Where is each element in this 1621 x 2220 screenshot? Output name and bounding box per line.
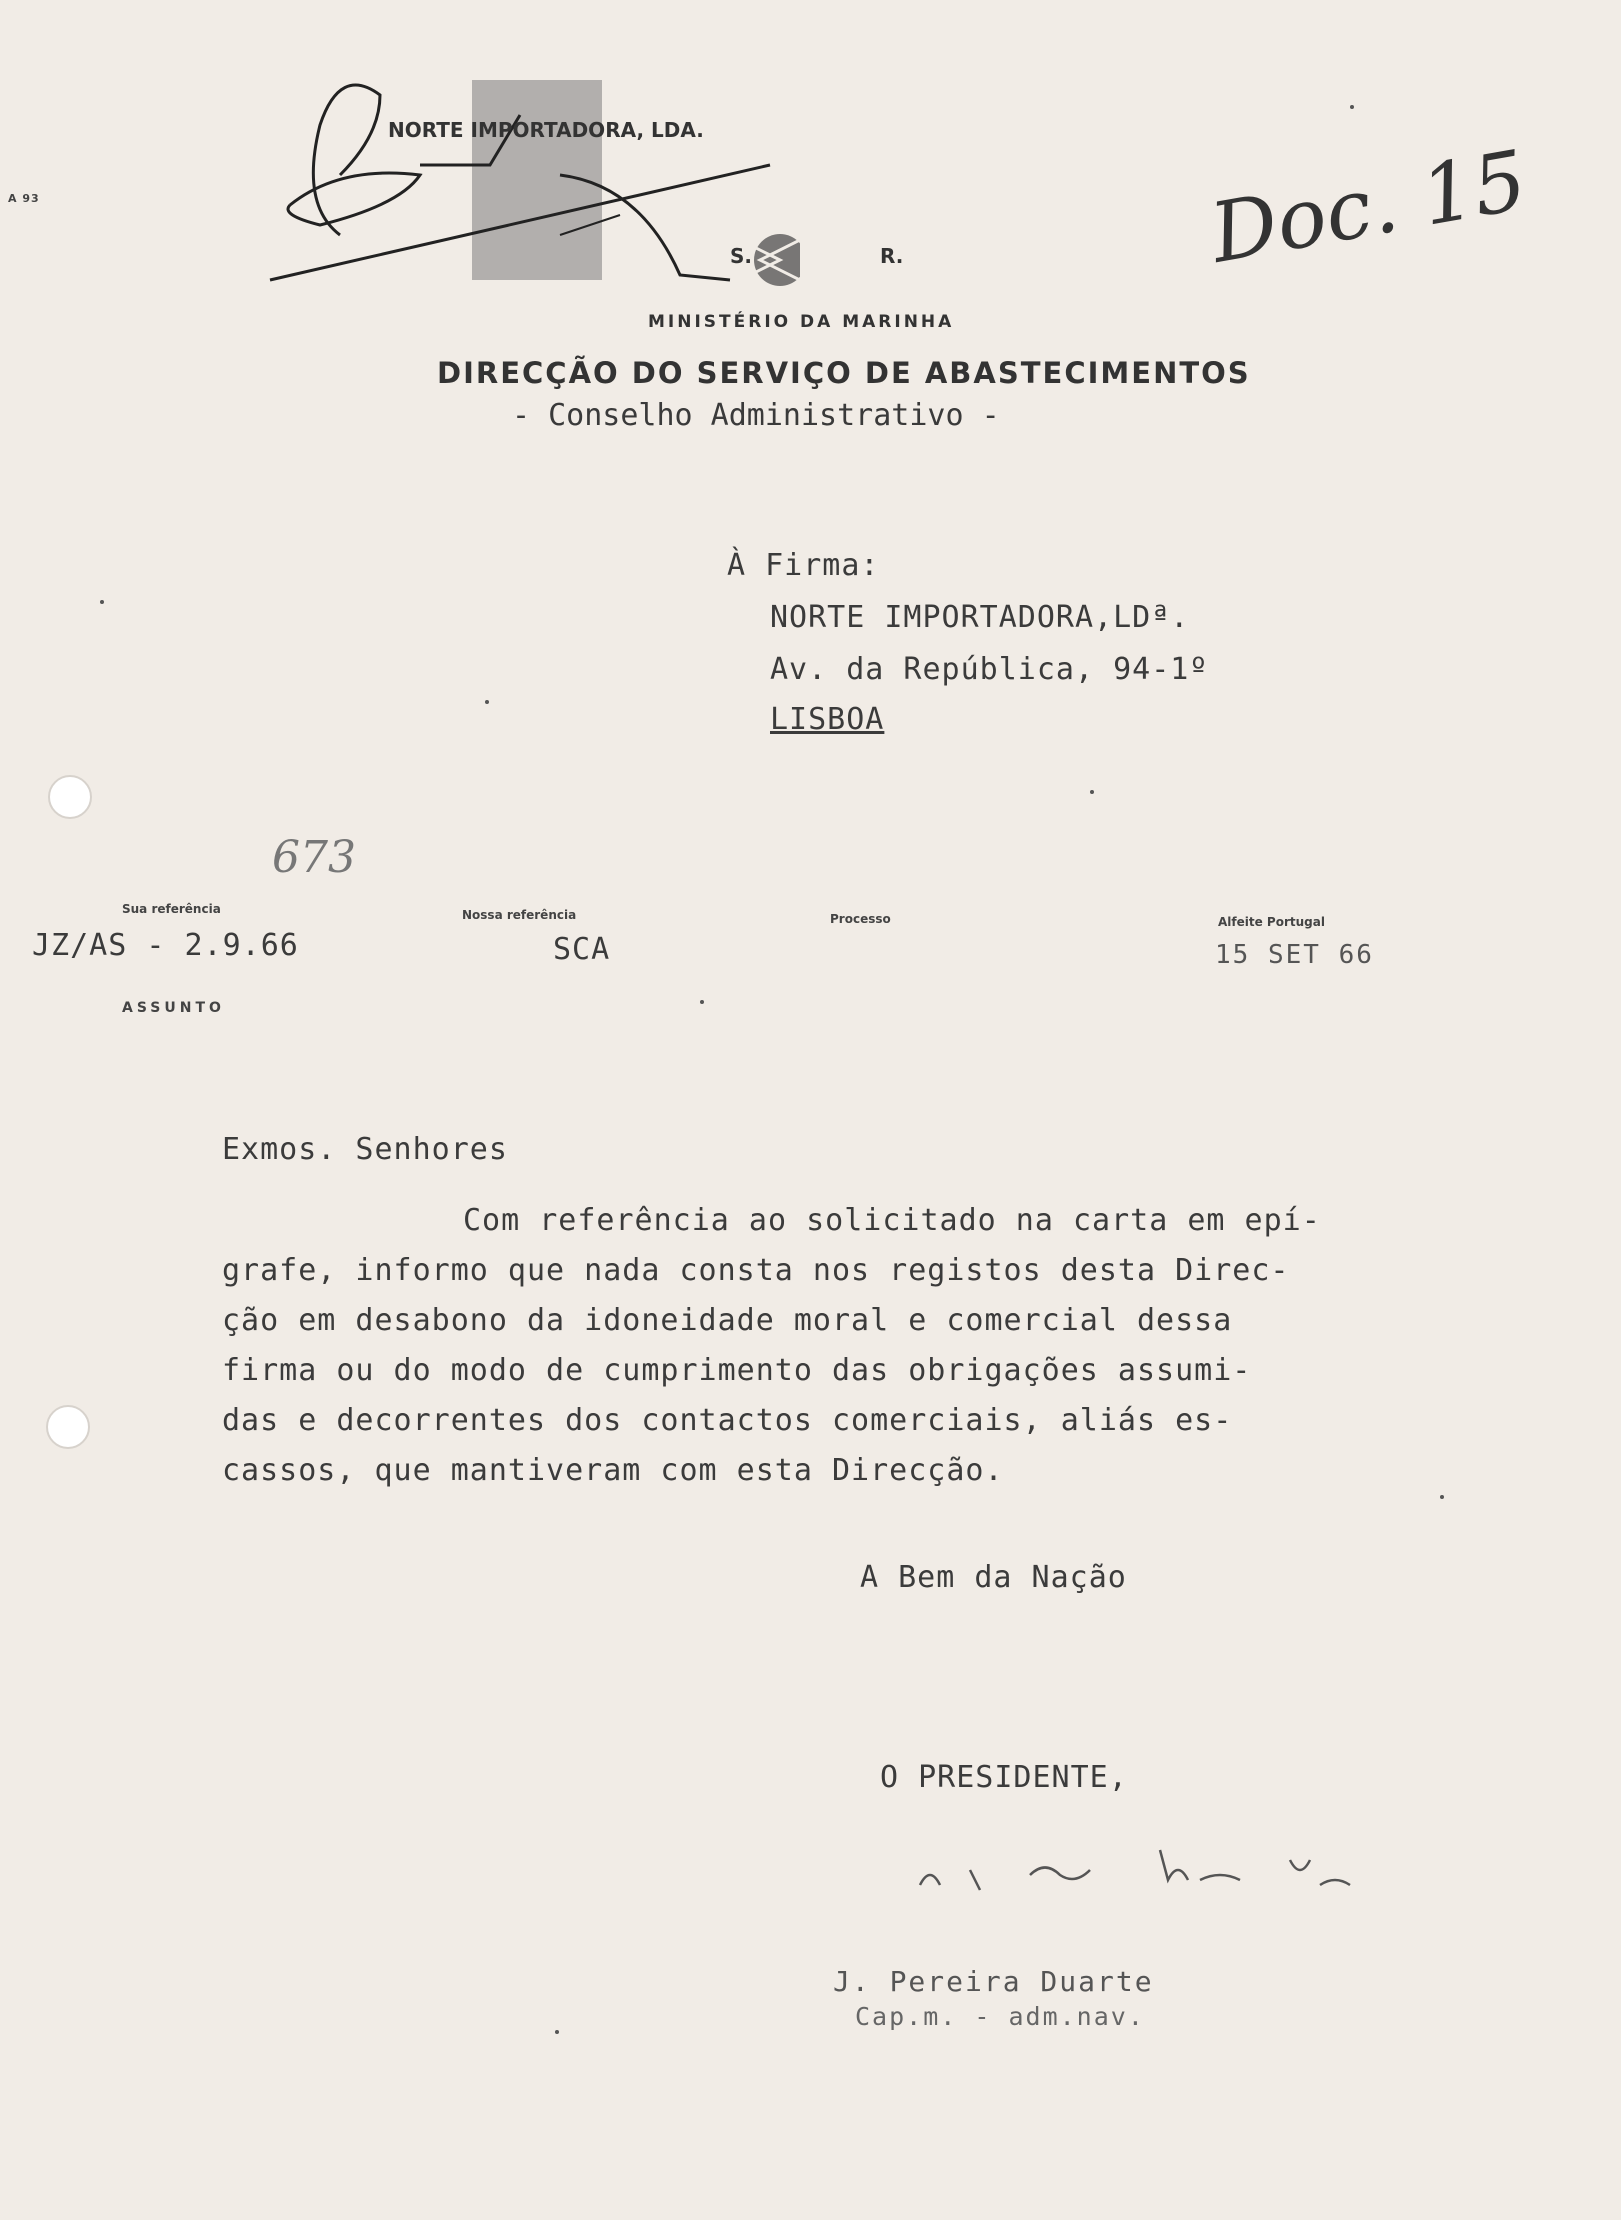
punch-hole-bottom	[46, 1405, 90, 1449]
signer-name: J. Pereira Duarte	[833, 1965, 1154, 1998]
recipient-line-4: LISBOA	[770, 702, 885, 737]
salutation: Exmos. Senhores	[222, 1132, 508, 1167]
body-line-1: Com referência ao solicitado na carta em epí-	[463, 1203, 1321, 1238]
company-stamp-text: NORTE IMPORTADORA, LDA.	[388, 118, 704, 142]
assunto-label: ASSUNTO	[122, 1000, 225, 1016]
date-stamp-value: 15 SET 66	[1215, 940, 1374, 970]
speck	[1090, 790, 1094, 794]
council-heading: - Conselho Administrativo -	[512, 398, 1000, 433]
sua-referencia-value: JZ/AS - 2.9.66	[32, 928, 299, 963]
speck	[485, 700, 489, 704]
sua-referencia-label: Sua referência	[122, 902, 221, 916]
emblem-right-letter: R.	[880, 244, 904, 268]
handwritten-number: 673	[272, 832, 356, 883]
processo-label: Processo	[830, 912, 891, 926]
speck	[1440, 1495, 1444, 1499]
body-line-5: das e decorrentes dos contactos comerciais, aliás es-	[222, 1403, 1233, 1438]
body-line-4: firma ou do modo de cumprimento das obrigações assumi-	[222, 1353, 1252, 1388]
stamp-signature-graphic	[260, 55, 800, 345]
speck	[700, 1000, 704, 1004]
speck	[555, 2030, 559, 2034]
body-line-3: ção em desabono da idoneidade moral e comercial dessa	[222, 1303, 1233, 1338]
signer-rank: Cap.m. - adm.nav.	[855, 2002, 1145, 2031]
recipient-line-2: NORTE IMPORTADORA,LDª.	[770, 600, 1190, 635]
handwritten-doc-ref: Doc. 15	[1204, 133, 1534, 282]
date-place-label: Alfeite Portugal	[1218, 915, 1325, 929]
body-line-2: grafe, informo que nada consta nos registos desta Direc-	[222, 1253, 1290, 1288]
direction-heading: DIRECÇÃO DO SERVIÇO DE ABASTECIMENTOS	[437, 356, 1251, 390]
recipient-line-1: À Firma:	[727, 548, 880, 583]
nossa-referencia-label: Nossa referência	[462, 908, 577, 922]
emblem-left-letter: S.	[730, 244, 753, 268]
speck	[1350, 105, 1354, 109]
recipient-line-3: Av. da República, 94-1º	[770, 652, 1209, 687]
nossa-referencia-value: SCA	[553, 932, 611, 967]
closing: A Bem da Nação	[860, 1560, 1127, 1595]
body-line-6: cassos, que mantiveram com esta Direcção.	[222, 1453, 1004, 1488]
handwritten-signature-graphic	[900, 1830, 1380, 1910]
ministry-heading: MINISTÉRIO DA MARINHA	[648, 312, 955, 332]
signer-title: O PRESIDENTE,	[880, 1760, 1128, 1795]
margin-mark: A 93	[8, 192, 40, 205]
punch-hole-top	[48, 775, 92, 819]
speck	[100, 600, 104, 604]
